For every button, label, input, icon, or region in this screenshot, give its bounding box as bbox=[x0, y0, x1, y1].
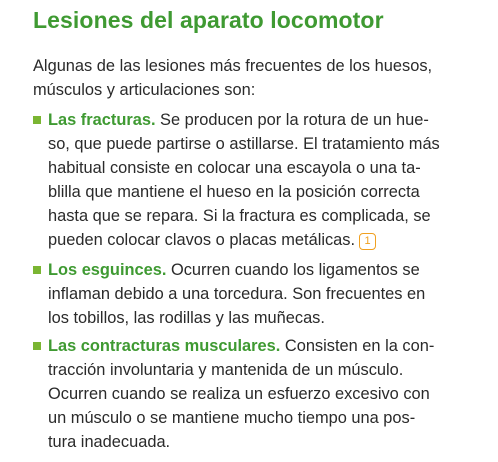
item-text bbox=[48, 258, 484, 330]
intro-line: músculos y articulaciones son: bbox=[33, 81, 256, 99]
item-line: Ocurren cuando los ligamentos se bbox=[166, 261, 420, 279]
item-line: los tobillos, las rodillas y las muñecas. bbox=[48, 309, 325, 327]
square-bullet-icon bbox=[33, 266, 41, 274]
item-text bbox=[48, 108, 484, 252]
list-item-esguinces bbox=[14, 258, 484, 326]
item-line: pueden colocar clavos o placas metálicas. bbox=[48, 231, 356, 249]
item-line: tracción involuntaria y mantenida de un músculo. bbox=[48, 361, 404, 379]
item-line: blilla que mantiene el hueso en la posición correcta bbox=[48, 183, 420, 201]
item-line: habitual consiste en colocar una escayola o una ta- bbox=[48, 159, 421, 177]
item-line: tura inadecuada. bbox=[48, 433, 171, 451]
item-line: un músculo o se mantiene mucho tiempo una pos- bbox=[48, 409, 416, 427]
item-line: inflaman debido a una torcedura. Son frecuentes en bbox=[48, 285, 426, 303]
item-line: Consisten en la con- bbox=[280, 337, 435, 355]
item-term: Las contracturas musculares. bbox=[48, 337, 281, 355]
square-bullet-icon bbox=[33, 116, 41, 124]
item-term: Los esguinces. bbox=[48, 261, 167, 279]
item-term: Las fracturas. bbox=[48, 111, 156, 129]
list-item-contracturas bbox=[14, 334, 484, 454]
list-item-fracturas bbox=[14, 108, 484, 248]
item-line: Ocurren cuando se realiza un esfuerzo excesivo con bbox=[48, 385, 430, 403]
item-line: Se producen por la rotura de un hue- bbox=[155, 111, 429, 129]
item-text bbox=[48, 334, 484, 454]
section-title: Lesiones del aparato locomotor bbox=[33, 7, 384, 33]
intro-line: Algunas de las lesiones más frecuentes de los huesos, bbox=[33, 57, 433, 75]
item-line: hasta que se repara. Si la fractura es complicada, se bbox=[48, 207, 431, 225]
item-line: so, que puede partirse o astillarse. El tratamiento más bbox=[48, 135, 440, 153]
intro-paragraph bbox=[33, 54, 483, 102]
square-bullet-icon bbox=[33, 342, 41, 350]
activity-reference-badge[interactable]: 1 bbox=[359, 233, 376, 250]
